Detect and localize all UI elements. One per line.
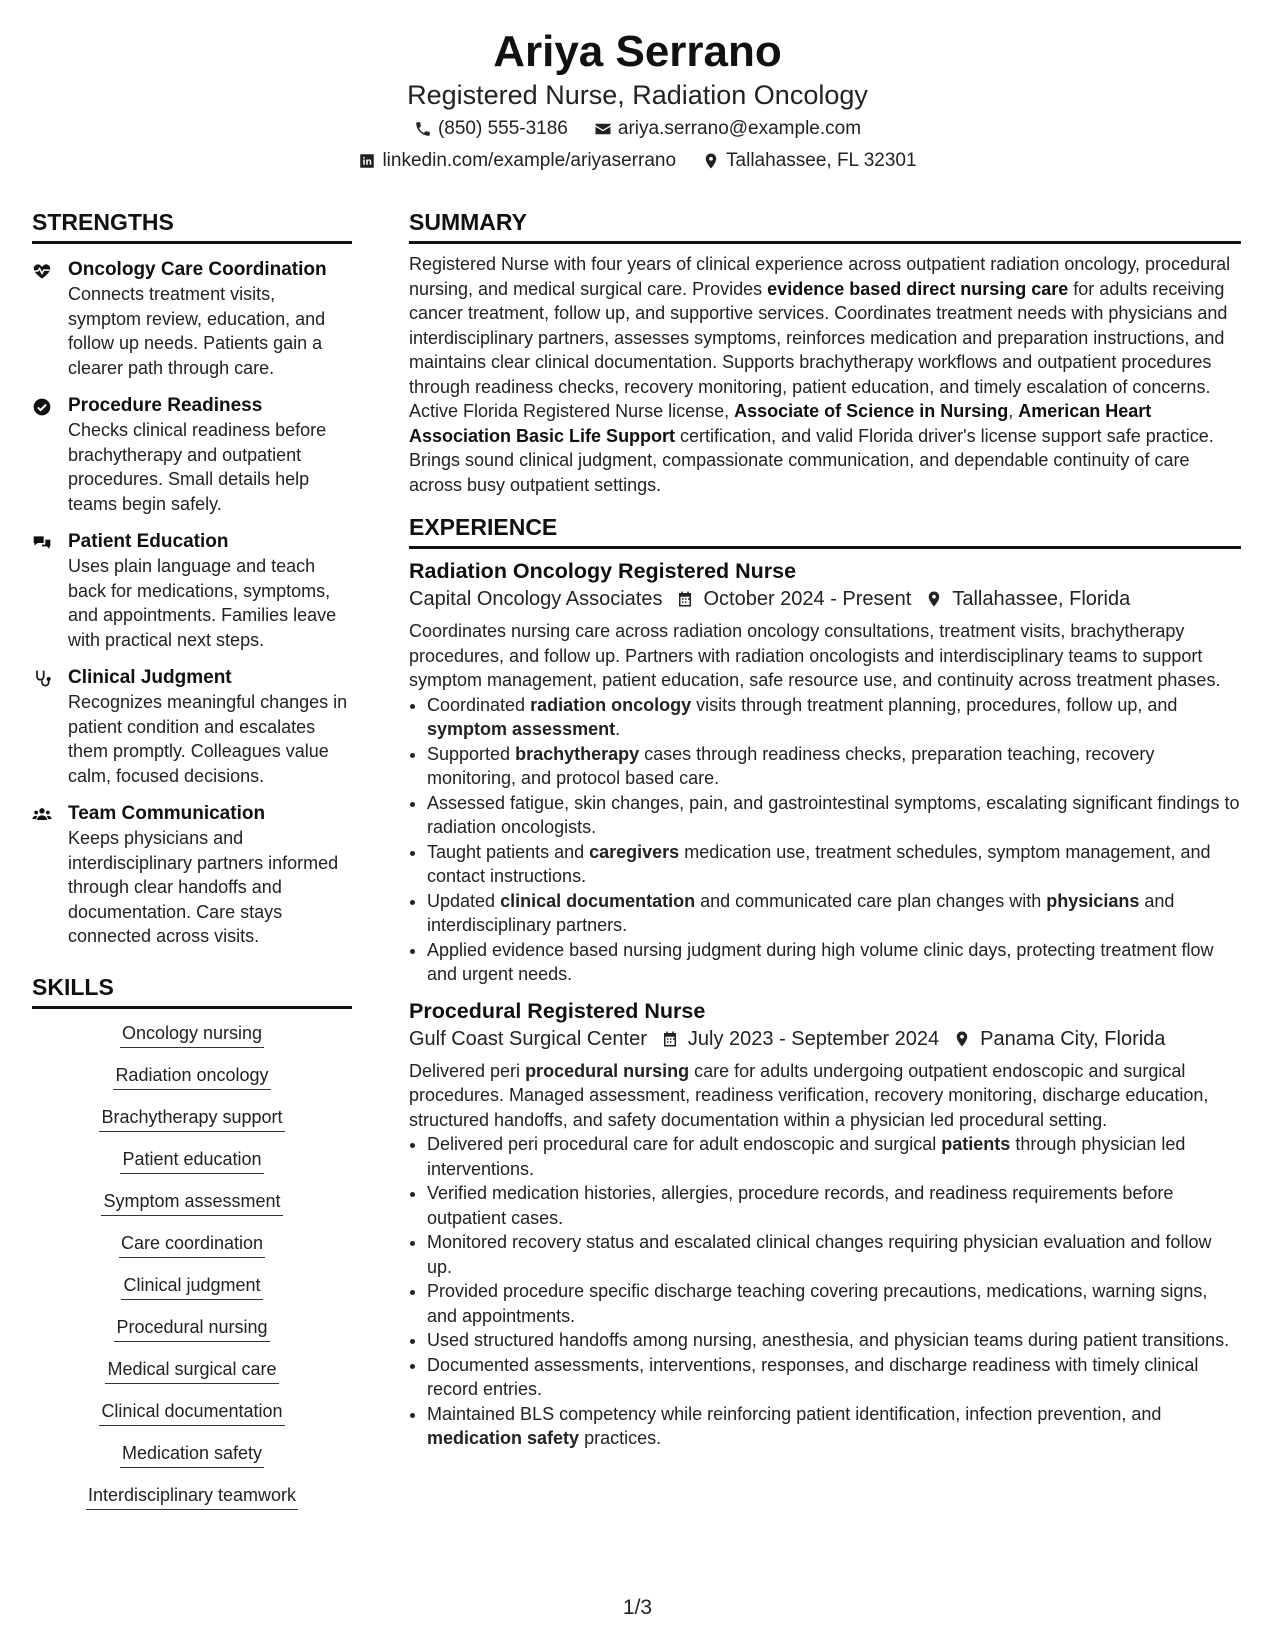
resume-header — [0, 0, 1275, 174]
text-run: through physician led interventions. — [427, 1134, 1186, 1179]
strength-title: Procedure Readiness — [68, 395, 263, 416]
job-company: Gulf Coast Surgical Center — [409, 1027, 647, 1050]
strength-item — [32, 394, 352, 516]
bullet-item — [427, 1353, 1241, 1402]
skill-row — [32, 1147, 352, 1189]
job-title: Procedural Registered Nurse — [409, 998, 706, 1023]
phone-contact — [414, 116, 568, 142]
phone-text: (850) 555-3186 — [437, 118, 568, 139]
skill-tag: Oncology nursing — [120, 1021, 264, 1048]
bullet-item — [427, 1402, 1241, 1451]
skill-tag: Patient education — [120, 1147, 263, 1174]
bold-text: American Heart Association Basic Life Support — [409, 401, 1152, 446]
text-run: Registered Nurse with four years of clinical experience across outpatient radiation oncology, procedural nursing, and medical surgical care. Provides — [409, 254, 1231, 299]
calendar-icon — [676, 590, 694, 608]
job-location-wrap — [953, 1025, 1165, 1053]
job-description — [409, 1059, 1241, 1133]
job-entry — [409, 557, 1241, 987]
strength-body — [68, 802, 352, 949]
stethoscope-icon — [32, 666, 56, 788]
bold-text: brachytherapy — [515, 743, 640, 764]
bold-text: Associate of Science in Nursing — [734, 401, 1009, 421]
strength-title: Clinical Judgment — [68, 667, 232, 688]
strengths-heading: STRENGTHS — [32, 208, 352, 244]
job-meta — [409, 585, 1241, 613]
text-run: certification, and valid Florida driver's license support safe practice. Brings sound clinical judgment, compassionate communication, and dependable continuity of care across busy outpatient settings. — [409, 425, 1214, 495]
text-run: Delivered peri procedural care for adult endoscopic and surgical — [427, 1134, 942, 1154]
left-column — [32, 208, 352, 1525]
contact-row-1 — [0, 116, 1275, 142]
job-dates: October 2024 - Present — [703, 588, 912, 610]
skill-row — [32, 1441, 352, 1483]
text-run: Used structured handoffs among nursing, anesthesia, and physician teams during patient transitions. — [427, 1330, 1230, 1350]
bullet-item — [427, 840, 1241, 889]
job-company-wrap — [409, 1025, 647, 1053]
strength-body — [68, 258, 352, 380]
chat-bubbles-icon — [32, 530, 56, 652]
job-company-wrap — [409, 585, 662, 613]
job-entry — [409, 997, 1241, 1451]
job-company: Capital Oncology Associates — [409, 588, 663, 610]
summary-heading: SUMMARY — [409, 208, 1241, 244]
summary-text — [409, 252, 1241, 497]
right-column — [409, 208, 1241, 1451]
strengths-list — [32, 258, 352, 949]
email-contact[interactable] — [594, 116, 861, 142]
candidate-name: Ariya Serrano — [493, 27, 782, 76]
text-run: care for adults undergoing outpatient endoscopic and surgical procedures. Managed assessment, readiness verification, recovery monitoring, discharge education, structured handoffs, and safety documentation within a physician led procedural setting. — [409, 1060, 1209, 1130]
text-run: Delivered peri — [409, 1060, 526, 1081]
experience-heading: EXPERIENCE — [409, 513, 1241, 549]
bullet-item — [427, 1230, 1241, 1279]
bold-text: caregivers — [589, 841, 680, 862]
location-text: Tallahassee, FL 32301 — [726, 150, 917, 171]
skill-row — [32, 1063, 352, 1105]
text-run: Coordinated — [427, 694, 531, 715]
text-run: and communicated care plan changes with — [695, 890, 1047, 911]
bold-text: evidence based direct nursing care — [767, 278, 1069, 299]
strength-item — [32, 666, 352, 788]
strength-description: Recognizes meaningful changes in patient condition and escalates them promptly. Colleagues value calm, focused decisions. — [68, 692, 348, 786]
job-bullets — [409, 1132, 1241, 1451]
text-run: and interdisciplinary partners. — [427, 890, 1175, 935]
skill-row — [32, 1105, 352, 1147]
experience-list — [409, 557, 1241, 1451]
skill-tag: Symptom assessment — [101, 1189, 282, 1216]
skills-list — [32, 1021, 352, 1525]
text-run: Taught patients and — [427, 841, 590, 862]
job-dates-wrap — [661, 1025, 939, 1053]
skill-tag: Medication safety — [120, 1441, 264, 1468]
bullet-item — [427, 1132, 1241, 1181]
text-run: Applied evidence based nursing judgment during high volume clinic days, protecting treatment flow and urgent needs. — [427, 939, 1214, 984]
text-run: Maintained BLS competency while reinforcing patient identification, infection prevention, and — [427, 1403, 1162, 1424]
text-run: cases through readiness checks, preparation teaching, recovery monitoring, and protocol based care. — [427, 743, 1155, 788]
strength-item — [32, 802, 352, 949]
text-run: Provided procedure specific discharge teaching covering precautions, medications, warning signs, and appointments. — [427, 1281, 1208, 1326]
bold-text: medication safety — [427, 1428, 580, 1448]
bullet-item — [427, 938, 1241, 987]
strength-body — [68, 666, 352, 788]
skill-tag: Brachytherapy support — [99, 1105, 284, 1132]
strength-description: Keeps physicians and interdisciplinary partners informed through clear handoffs and documentation. Care stays connected across visits. — [68, 828, 339, 946]
skill-row — [32, 1399, 352, 1441]
email-text[interactable]: ariya.serrano@example.com — [617, 118, 862, 139]
job-bullets — [409, 693, 1241, 987]
text-run: Assessed fatigue, skin changes, pain, and gastrointestinal symptoms, escalating significant findings to radiation oncologists. — [427, 792, 1240, 837]
text-run: medication use, treatment schedules, symptom management, and contact instructions. — [427, 841, 1211, 886]
skill-tag: Care coordination — [119, 1231, 265, 1258]
skill-tag: Clinical documentation — [99, 1399, 284, 1426]
bullet-item — [427, 1279, 1241, 1328]
skill-tag: Interdisciplinary teamwork — [86, 1483, 298, 1510]
heartbeat-icon — [32, 258, 56, 380]
job-location: Panama City, Florida — [980, 1027, 1166, 1050]
strength-body — [68, 530, 352, 652]
strength-item — [32, 258, 352, 380]
bullet-item — [427, 693, 1241, 742]
skill-tag: Procedural nursing — [114, 1315, 269, 1342]
skill-row — [32, 1189, 352, 1231]
phone-icon — [414, 120, 432, 138]
job-description — [409, 619, 1241, 693]
text-run: Updated — [427, 890, 501, 911]
strength-description: Checks clinical readiness before brachytherapy and outpatient procedures. Small details help teams begin safely. — [68, 420, 327, 514]
page-number: 1/3 — [622, 1596, 653, 1619]
bullet-item — [427, 1328, 1241, 1353]
linkedin-text[interactable]: linkedin.com/example/ariyaserrano — [382, 150, 677, 171]
strength-description: Uses plain language and teach back for medications, symptoms, and appointments. Families leave with practical next steps. — [68, 556, 337, 650]
job-dates: July 2023 - September 2024 — [687, 1027, 940, 1050]
text-run: visits through treatment planning, procedures, follow up, and — [691, 694, 1178, 715]
text-run: for adults receiving cancer treatment, follow up, and supportive services. Coordinates treatment needs with physicians and interdisciplinary partners, assesses symptoms, reinforces medication and preparation instructions, and maintains clear clinical documentation. Supports brachytherapy workflows and outpatient procedures through readiness checks, recovery monitoring, patient education, and timely escalation of concerns. Active Florida Registered Nurse license, — [409, 278, 1228, 421]
strength-body — [68, 394, 352, 516]
bold-text: clinical documentation — [500, 890, 696, 911]
skills-heading: SKILLS — [32, 973, 352, 1009]
bullet-item — [427, 742, 1241, 791]
skill-row — [32, 1315, 352, 1357]
skill-row — [32, 1483, 352, 1525]
text-run: Supported — [427, 743, 516, 764]
text-run: Verified medication histories, allergies, procedure records, and readiness requirements before outpatient cases. — [427, 1183, 1174, 1228]
text-run: , — [1008, 401, 1019, 421]
check-circle-icon — [32, 394, 56, 516]
calendar-icon — [661, 1030, 679, 1048]
job-location: Tallahassee, Florida — [952, 588, 1131, 610]
skill-tag: Radiation oncology — [113, 1063, 270, 1090]
skill-row — [32, 1021, 352, 1063]
bold-text: physicians — [1046, 890, 1140, 911]
location-contact — [702, 148, 916, 174]
linkedin-icon — [358, 152, 376, 170]
bold-text: procedural nursing — [525, 1060, 690, 1081]
text-run: Documented assessments, interventions, responses, and discharge readiness with timely clinical record entries. — [427, 1354, 1199, 1399]
strength-title: Team Communication — [68, 803, 266, 824]
map-pin-icon — [953, 1030, 971, 1048]
text-run: Coordinates nursing care across radiation oncology consultations, treatment visits, brachytherapy procedures, and follow up. Partners with radiation oncologists and interdisciplinary teams to support symptom management, patient education, safe resource use, and continuity across treatment phases. — [409, 621, 1221, 690]
strength-title: Patient Education — [68, 531, 229, 552]
strength-description: Connects treatment visits, symptom review, education, and follow up needs. Patients gain a clearer path through care. — [68, 284, 326, 378]
bold-text: patients — [941, 1134, 1011, 1154]
skill-row — [32, 1273, 352, 1315]
strength-item — [32, 530, 352, 652]
skill-tag: Medical surgical care — [105, 1357, 278, 1384]
job-title: Radiation Oncology Registered Nurse — [409, 559, 797, 583]
bullet-item — [427, 889, 1241, 938]
contact-row-2 — [0, 148, 1275, 174]
bold-text: symptom assessment — [427, 719, 616, 739]
bullet-item — [427, 791, 1241, 840]
text-run: Monitored recovery status and escalated clinical changes requiring physician evaluation and follow up. — [427, 1232, 1212, 1277]
envelope-icon — [594, 120, 612, 138]
candidate-headline: Registered Nurse, Radiation Oncology — [407, 80, 868, 110]
map-pin-icon — [702, 152, 720, 170]
skill-row — [32, 1231, 352, 1273]
text-run: practices. — [579, 1428, 662, 1448]
skill-row — [32, 1357, 352, 1399]
bullet-item — [427, 1181, 1241, 1230]
strength-title: Oncology Care Coordination — [68, 259, 327, 280]
job-meta — [409, 1025, 1241, 1053]
bold-text: radiation oncology — [530, 694, 692, 715]
text-run: . — [615, 719, 621, 739]
users-icon — [32, 802, 56, 949]
linkedin-contact[interactable] — [358, 148, 676, 174]
job-location-wrap — [925, 585, 1130, 613]
map-pin-icon — [925, 590, 943, 608]
skill-tag: Clinical judgment — [121, 1273, 262, 1300]
job-dates-wrap — [676, 585, 911, 613]
